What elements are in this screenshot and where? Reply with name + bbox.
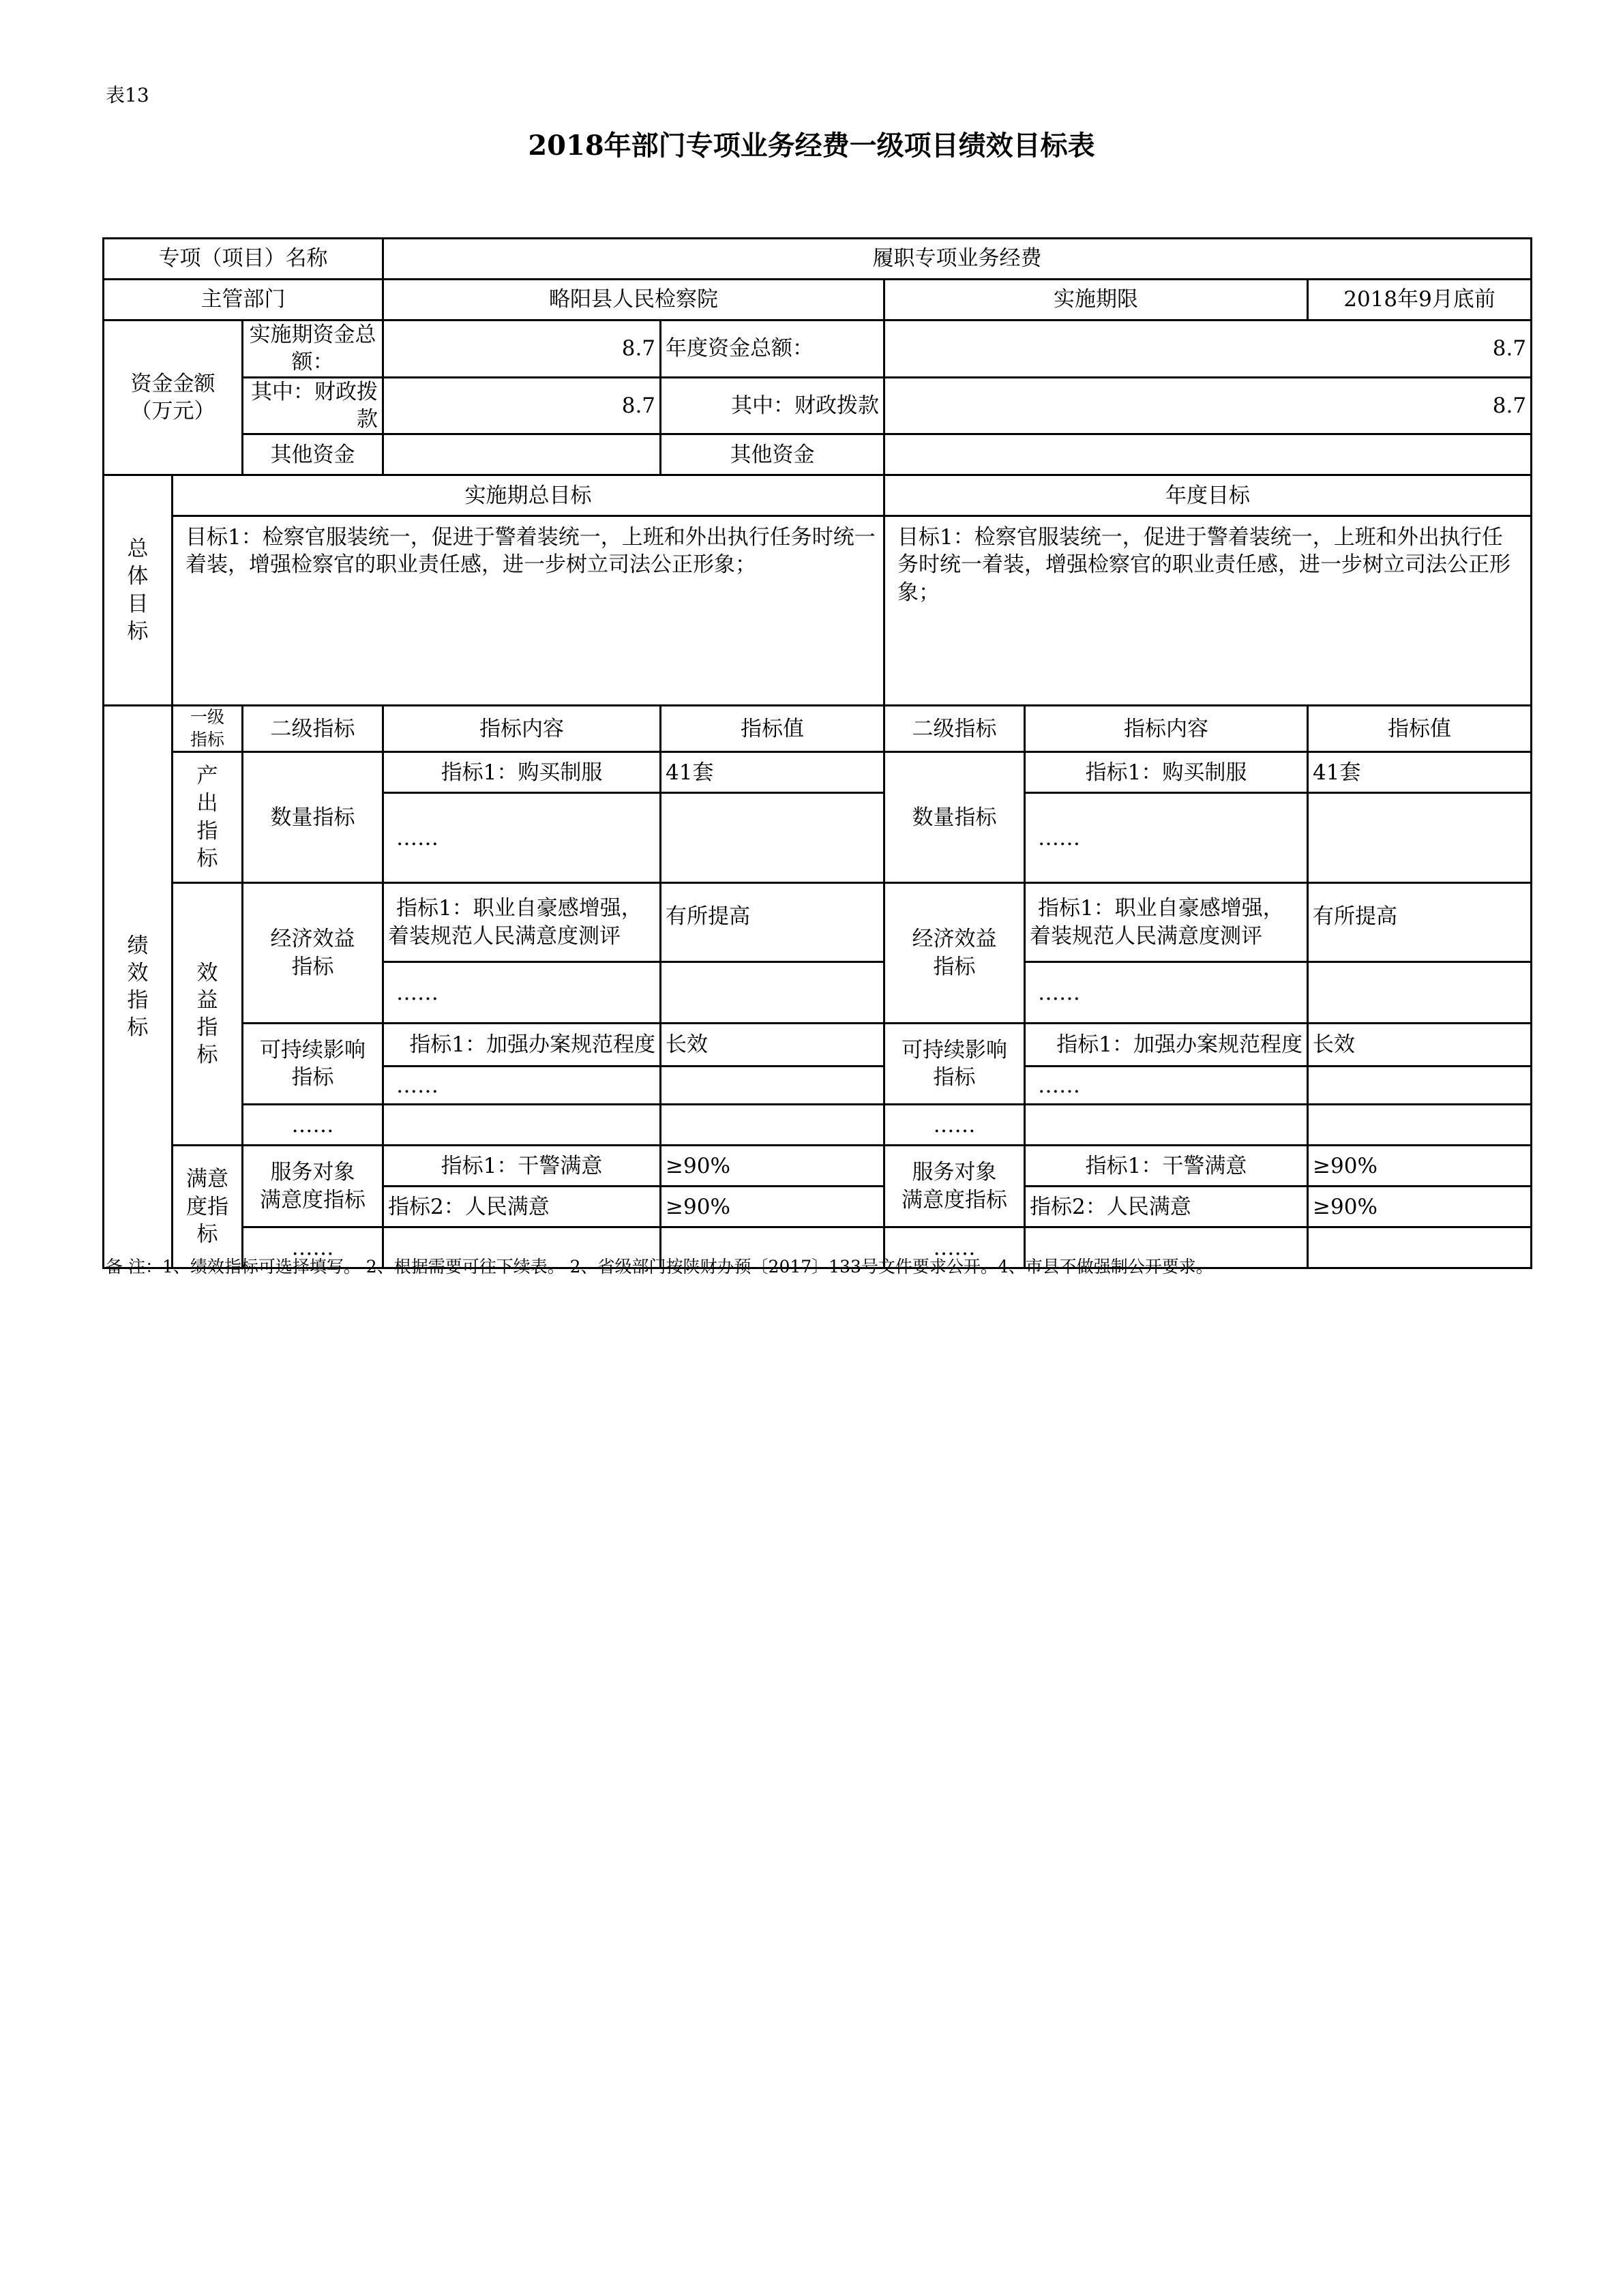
funds-label [104, 320, 243, 475]
project-name-label: 专项（项目）名称 [104, 239, 383, 280]
level2-header: 二级指标 [243, 706, 383, 752]
economic-row2-content: …… [383, 962, 661, 1024]
indicator-header-row [104, 706, 1532, 752]
sustain-row1-content-annual: 指标1：加强办案规范程度 [1025, 1024, 1308, 1067]
annual-fiscal-label: 其中：财政拨款 [661, 377, 884, 434]
output-indicators-char: 标 [196, 846, 218, 871]
service-label-line2-annual: 满意度指标 [902, 1187, 1008, 1212]
economic-indicator-label-annual [884, 883, 1025, 1024]
goals-header-row [104, 475, 1532, 516]
performance-indicators-char: 绩 [127, 933, 149, 958]
economic-row2-value [661, 962, 884, 1024]
table-id: 表13 [106, 84, 149, 106]
sustain-row1-content: 指标1：加强办案规范程度 [383, 1024, 661, 1067]
output-indicators-char: 产 [196, 764, 218, 789]
funds-other-row [104, 434, 1532, 475]
economic-row1-content-annual [1025, 883, 1308, 962]
economic-row2-content-annual: …… [1025, 962, 1308, 1024]
impl-fiscal-value: 8.7 [383, 377, 661, 434]
benefit-extra-value-annual [1308, 1105, 1532, 1146]
quantity-indicator-label-annual: 数量指标 [884, 752, 1025, 883]
impl-goal-label: 实施期总目标 [173, 475, 884, 516]
project-name-row [104, 239, 1532, 280]
annual-fiscal-value: 8.7 [884, 377, 1532, 434]
economic-label-line2-annual: 指标 [933, 954, 976, 979]
performance-indicators-label [104, 706, 173, 1268]
content-header: 指标内容 [383, 706, 661, 752]
output-row1-content: 指标1：购买制服 [383, 752, 661, 793]
level1-header [173, 706, 243, 752]
value-header-annual: 指标值 [1308, 706, 1532, 752]
benefit-indicators-char: 益 [196, 987, 218, 1013]
benefit-extra-content [383, 1105, 661, 1146]
benefit-indicators-char: 标 [196, 1043, 218, 1068]
annual-total-label: 年度资金总额： [661, 320, 884, 378]
sustain-row2-content-annual: …… [1025, 1067, 1308, 1105]
overall-goals-char: 标 [127, 618, 149, 644]
satisfaction-row1-value-annual: ≥90% [1308, 1146, 1532, 1187]
satisfaction-indicators-label [173, 1146, 243, 1268]
period-value: 2018年9月底前 [1308, 280, 1532, 320]
satisfaction-row2-content-annual: 指标2：人民满意 [1025, 1187, 1308, 1227]
overall-goals-char: 体 [127, 564, 149, 589]
period-label: 实施期限 [884, 280, 1308, 320]
sustain-row1-value: 长效 [661, 1024, 884, 1067]
output-row2-value-annual [1308, 793, 1532, 883]
satisfaction-label-line3: 标 [196, 1221, 218, 1247]
economic-row1-content [383, 883, 661, 962]
funds-label-line2: （万元） [130, 399, 215, 424]
quantity-indicator-label: 数量指标 [243, 752, 383, 883]
output-indicators-char: 出 [196, 791, 218, 816]
economic-row1-content-line1: 指标1：职业自豪感增强， [396, 896, 642, 921]
overall-goals-char: 总 [127, 537, 149, 562]
satisfaction-extra-value-annual [1308, 1227, 1532, 1268]
satisfaction-row2-value: ≥90% [661, 1187, 884, 1227]
output-row2-content: …… [383, 793, 661, 883]
sustain-row2-value [661, 1067, 884, 1105]
overall-goals-label [104, 475, 173, 706]
sustain-label-line2-annual: 指标 [933, 1065, 976, 1090]
output-row2-value [661, 793, 884, 883]
sustain-label-line1-annual: 可持续影响 [902, 1037, 1008, 1062]
annual-total-value: 8.7 [884, 320, 1532, 378]
economic-row1-value-annual: 有所提高 [1308, 883, 1532, 962]
sustain-label-line1: 可持续影响 [260, 1037, 366, 1062]
economic-indicator-label [243, 883, 383, 1024]
service-label-line2: 满意度指标 [260, 1187, 366, 1212]
satisfaction-row1-content-annual: 指标1：干警满意 [1025, 1146, 1308, 1187]
economic-label-line1: 经济效益 [270, 927, 355, 952]
service-satisfaction-label-annual [884, 1146, 1025, 1227]
benefit-extra-row [104, 1105, 1532, 1146]
satisfaction-row1-value: ≥90% [661, 1146, 884, 1187]
sustain-indicator-label [243, 1024, 383, 1105]
economic-row1-content-line1-annual: 指标1：职业自豪感增强， [1038, 896, 1284, 921]
sustain-row1-value-annual: 长效 [1308, 1024, 1532, 1067]
benefit-indicators-char: 指 [196, 1015, 218, 1041]
impl-total-value: 8.7 [383, 320, 661, 378]
output-indicators-char: 指 [196, 818, 218, 844]
funds-fiscal-row [104, 377, 1532, 434]
economic-row-1 [104, 883, 1532, 962]
satisfaction-label-line1: 满意 [186, 1167, 228, 1192]
benefit-indicators-label [173, 883, 243, 1146]
economic-row1-value: 有所提高 [661, 883, 884, 962]
footnote: 备 注：1、绩效指标可选择填写。 2、根据需要可往下续表。 2、省级部门按陕财办预〔2017〕133号文件要求公开。4、市县不做强制公开要求。 [106, 1257, 1213, 1277]
performance-indicators-char: 效 [127, 960, 149, 985]
satisfaction-label-line2: 度指 [186, 1194, 228, 1219]
performance-indicators-char: 标 [127, 1015, 149, 1041]
sustain-row-1 [104, 1024, 1532, 1067]
content-header-annual: 指标内容 [1025, 706, 1308, 752]
value-header: 指标值 [661, 706, 884, 752]
output-row1-value-annual: 41套 [1308, 752, 1532, 793]
funds-total-row [104, 320, 1532, 378]
output-row2-content-annual: …… [1025, 793, 1308, 883]
service-satisfaction-label [243, 1146, 383, 1227]
economic-row2-value-annual [1308, 962, 1532, 1024]
department-label: 主管部门 [104, 280, 383, 320]
benefit-indicators-char: 效 [196, 960, 218, 985]
impl-total-label: 实施期资金总额： [243, 320, 383, 378]
sustain-indicator-label-annual [884, 1024, 1025, 1105]
impl-goal-text: 目标1：检察官服装统一，促进于警着装统一，上班和外出执行任务时统一着装，增强检察官的职业责任感，进一步树立司法公正形象； [173, 516, 884, 706]
project-name-value: 履职专项业务经费 [383, 239, 1532, 280]
benefit-extra-value [661, 1105, 884, 1146]
annual-goal-text: 目标1：检察官服装统一，促进于警着装统一，上班和外出执行任务时统一着装，增强检察官的职业责任感，进一步树立司法公正形象； [884, 516, 1532, 706]
output-row1-value: 41套 [661, 752, 884, 793]
annual-other-label: 其他资金 [661, 434, 884, 475]
satisfaction-row1-content: 指标1：干警满意 [383, 1146, 661, 1187]
service-label-line1: 服务对象 [270, 1160, 355, 1185]
annual-other-value [884, 434, 1532, 475]
service-label-line1-annual: 服务对象 [912, 1160, 997, 1185]
impl-fiscal-label: 其中：财政拨款 [243, 377, 383, 434]
benefit-extra-label: …… [243, 1105, 383, 1146]
performance-goal-table [102, 237, 1532, 1269]
economic-label-line2: 指标 [291, 954, 334, 979]
goals-text-row [104, 516, 1532, 706]
overall-goals-char: 目 [127, 591, 149, 616]
sustain-label-line2: 指标 [291, 1065, 334, 1090]
benefit-extra-content-annual [1025, 1105, 1308, 1146]
level1-header-line2: 指标 [190, 729, 224, 749]
satisfaction-row2-content: 指标2：人民满意 [383, 1187, 661, 1227]
level2-header-annual: 二级指标 [884, 706, 1025, 752]
funds-label-line1: 资金金额 [130, 371, 215, 396]
impl-other-label: 其他资金 [243, 434, 383, 475]
level1-header-line1: 一级 [190, 707, 224, 728]
economic-row1-content-line2-annual: 着装规范人民满意度测评 [1030, 923, 1263, 949]
economic-label-line1-annual: 经济效益 [912, 927, 997, 952]
satisfaction-row2-value-annual: ≥90% [1308, 1187, 1532, 1227]
sustain-row2-content: …… [383, 1067, 661, 1105]
department-row [104, 280, 1532, 320]
document-title: 2018年部门专项业务经费一级项目绩效目标表 [528, 130, 1095, 162]
performance-indicators-char: 指 [127, 988, 149, 1013]
department-value: 略阳县人民检察院 [383, 280, 884, 320]
benefit-extra-label-annual: …… [884, 1105, 1025, 1146]
output-row-1 [104, 752, 1532, 793]
output-indicators-label [173, 752, 243, 883]
satisfaction-extra-label-annual: …… [884, 1227, 1025, 1268]
satisfaction-extra-label: …… [243, 1227, 383, 1268]
annual-goal-label: 年度目标 [884, 475, 1532, 516]
economic-row1-content-line2: 着装规范人民满意度测评 [388, 923, 621, 949]
satisfaction-row-1 [104, 1146, 1532, 1187]
sustain-row2-value-annual [1308, 1067, 1532, 1105]
output-row1-content-annual: 指标1：购买制服 [1025, 752, 1308, 793]
impl-other-value [383, 434, 661, 475]
